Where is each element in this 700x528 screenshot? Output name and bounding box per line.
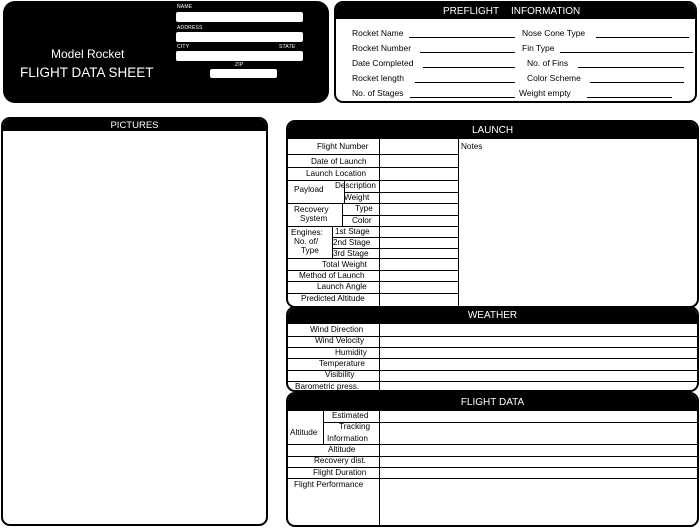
stage-3-label: 3rd Stage xyxy=(333,249,369,258)
preflight-heading-right: INFORMATION xyxy=(511,6,581,17)
date-completed-label: Date Completed xyxy=(352,58,414,68)
rocket-name-label: Rocket Name xyxy=(352,28,404,38)
flight-performance-label: Flight Performance xyxy=(294,480,364,489)
pictures-panel xyxy=(1,117,268,526)
visibility-label: Visibility xyxy=(325,370,355,379)
recovery-system-label-2: System xyxy=(300,214,328,223)
nose-cone-type-field[interactable] xyxy=(596,37,689,38)
payload-weight-label: Weight xyxy=(344,193,370,202)
recovery-system-label-1: Recovery xyxy=(294,205,329,214)
altitude-row-label: Altitude xyxy=(328,445,356,454)
preflight-panel xyxy=(334,1,697,103)
flight-data-panel xyxy=(286,392,699,527)
method-of-launch-label: Method of Launch xyxy=(299,271,365,280)
barometric-press-label: Barometric press. xyxy=(295,382,360,391)
weather-panel xyxy=(286,306,699,392)
altitude-group-label: Altitude xyxy=(290,428,318,437)
flight-data-heading: FLIGHT DATA xyxy=(460,397,525,408)
wind-velocity-label: Wind Velocity xyxy=(315,336,365,345)
pictures-heading: PICTURES xyxy=(110,120,159,131)
rocket-number-field[interactable] xyxy=(420,52,515,53)
tracking-label-1: Tracking xyxy=(339,422,371,431)
recovery-color-label: Color xyxy=(352,216,372,225)
city-state-field[interactable] xyxy=(176,51,303,61)
zip-field[interactable] xyxy=(210,69,277,78)
launch-header xyxy=(288,122,697,139)
nose-cone-type-label: Nose Cone Type xyxy=(522,28,586,38)
color-scheme-field[interactable] xyxy=(590,82,684,83)
launch-location-label: Launch Location xyxy=(306,169,367,178)
no-of-fins-label: No. of Fins xyxy=(527,58,569,68)
temperature-label: Temperature xyxy=(319,359,365,368)
title-line-2: FLIGHT DATA SHEET xyxy=(20,65,154,80)
no-of-stages-field[interactable] xyxy=(410,97,515,98)
preflight-heading-left: PREFLIGHT xyxy=(443,6,500,17)
color-scheme-label: Color Scheme xyxy=(527,73,581,83)
payload-description-label: Description xyxy=(335,181,376,190)
flight-duration-label: Flight Duration xyxy=(313,468,367,477)
stage-1-label: 1st Stage xyxy=(335,227,370,236)
notes-field[interactable] xyxy=(459,152,697,306)
address-field[interactable] xyxy=(176,32,303,42)
title-block xyxy=(3,1,329,103)
weather-heading: WEATHER xyxy=(467,310,518,321)
date-of-launch-label: Date of Launch xyxy=(311,157,367,166)
recovery-dist-label: Recovery dist. xyxy=(314,456,366,465)
date-completed-field[interactable] xyxy=(423,67,515,68)
tracking-label-2: Information xyxy=(327,434,368,443)
rocket-number-label: Rocket Number xyxy=(352,43,412,53)
launch-angle-label: Launch Angle xyxy=(317,282,367,291)
weather-header xyxy=(288,308,697,324)
title-line-1: Model Rocket xyxy=(51,47,125,61)
rocket-name-field[interactable] xyxy=(409,37,515,38)
humidity-label: Humidity xyxy=(335,348,367,357)
engines-label-3: Type xyxy=(301,246,319,255)
rocket-length-label: Rocket length xyxy=(352,73,404,83)
flight-data-header xyxy=(288,394,697,411)
engines-label-2: No. of/ xyxy=(294,237,319,246)
name-field[interactable] xyxy=(176,12,303,22)
notes-label: Notes xyxy=(461,142,483,151)
launch-heading: LAUNCH xyxy=(471,125,514,136)
name-label: NAME xyxy=(177,4,193,10)
payload-label: Payload xyxy=(294,185,324,194)
no-of-fins-field[interactable] xyxy=(578,67,684,68)
flight-number-label: Flight Number xyxy=(317,142,369,151)
fin-type-field[interactable] xyxy=(560,52,693,53)
preflight-header xyxy=(336,3,695,19)
predicted-altitude-label: Predicted Altitude xyxy=(301,294,365,303)
weight-empty-field[interactable] xyxy=(587,97,672,98)
estimated-label: Estimated xyxy=(332,411,369,420)
weight-empty-label: Weight empty xyxy=(519,88,571,98)
no-of-stages-label: No. of Stages xyxy=(352,88,404,98)
city-label: CITY xyxy=(177,44,190,50)
recovery-type-label: Type xyxy=(355,204,373,213)
pictures-area[interactable] xyxy=(3,131,266,524)
fin-type-label: Fin Type xyxy=(522,43,555,53)
state-label: STATE xyxy=(279,44,296,50)
launch-panel xyxy=(286,120,699,308)
address-label: ADDRESS xyxy=(177,25,203,31)
zip-label: ZIP xyxy=(235,62,244,68)
engines-label-1: Engines: xyxy=(291,228,323,237)
stage-2-label: 2nd Stage xyxy=(333,238,371,247)
rocket-length-field[interactable] xyxy=(415,82,515,83)
total-weight-label: Total Weight xyxy=(322,260,367,269)
pictures-header xyxy=(3,119,266,131)
wind-direction-label: Wind Direction xyxy=(310,325,364,334)
